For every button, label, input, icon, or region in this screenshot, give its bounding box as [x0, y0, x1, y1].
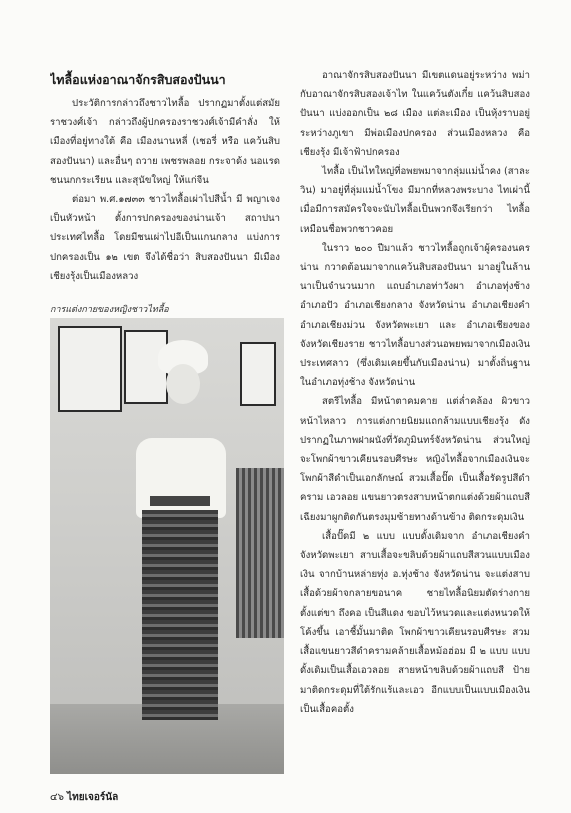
- left-column: [50, 94, 280, 286]
- page-footer: [50, 790, 118, 805]
- blouse: [136, 438, 226, 518]
- left-paragraph: ประวัติการกล่าวถึงชาวไทลื้อ ปรากฏมาตั้งแต่สมัยราชวงศ์เจ้า กล่าวถึงผู้ปกครองราชวงศ์เจ้ามีคำลั่ง ให้เมืองที่อยู่ทางใต้ คือ เมืองนานหลี่ (เชอรี่ หรือ แคว้นสิบสองปันนา) และอื่นๆ ถวาย เพชรพลอย กระจาด้ง นอแรด ชนนกกระเรียน และสุนัขใหญ่ ให้แก่จีน: [50, 98, 280, 186]
- page-number: ๔๖: [50, 792, 64, 803]
- striped-skirt: [142, 510, 218, 720]
- publication-logo: ไทยเจอร์นัล: [67, 792, 119, 803]
- mannequin-head: [166, 364, 200, 404]
- wall-poster: [240, 342, 276, 406]
- right-paragraph: ในราว ๒๐๐ ปีมาแล้ว ชาวไทลื้อถูกเจ้าผู้ครองนครน่าน กวาดต้อนมาจากแคว้นสิบสองปันนา มาอยู่ในล้านนาเป็นจำนวนมาก แถบอำเภอท่าวังผา อำเภอทุ่งช้าง อำเภอปัว อำเภอเชียงกลาง จังหวัดน่าน อำเภอเชียงคำ อำเภอเชียงม่วน จังหวัดพะเยา และ อำเภอเชียงของ จังหวัดเชียงราย ชาวไทลื้อบางส่วนอพยพมาจากเมืองเงิน ประเทศลาว (ซึ่งเดิมเคยขึ้นกับเมืองน่าน) มาตั้งถิ่นฐานในอำเภอทุ่งช้าง จังหวัดน่าน: [300, 242, 530, 389]
- right-paragraph: ไทลื้อ เป็นไทใหญ่ที่อพยพมาจากลุ่มแม่น้ำคง (สาละวิน) มาอยู่ที่ลุ่มแม่น้ำโขง มีมากที่หลวงพระบาง ไทเผ่านี้เมื่อมีการสมัครใจจะนับไทลื้อเป็นพวกจึงเรียกว่า ไทลื้อ เหมือนชื่อพวกชาวคอย: [300, 166, 530, 235]
- article-heading: ไทลื้อแห่งอาณาจักรสิบสองปันนา: [50, 72, 226, 87]
- costume-photo: [50, 318, 284, 774]
- left-paragraph: ต่อมา พ.ศ.๑๗๓๓ ชาวไทลื้อเผ่าไปสีน้ำ มี พญาเจง เป็นหัวหน้า ตั้งการปกครองของน่านเจ้า สถาปนาประเทศไทลื้อ โดยมีชนเผ่าไปอีเป็นแกนกลาง แบ่งการปกครองเป็น ๑๒ เขต จึงได้ชื่อว่า สิบสองปันนา มีเมืองเชียงรุ้งเป็นเมืองหลวง: [50, 194, 280, 282]
- right-paragraph: สตรีไทลื้อ มีหน้าตาคมคาย แต่ล่ำคล้อง ผิวขาว หน้าไหลาว การแต่งกายนิยมแถกล้ามแบบเชียงรุ้ง ดังปรากฏในภาพฝาผนังที่วัดภูมินทร์จังหวัดน่าน ส่วนใหญ่จะโพกผ้าขาวเคียนรอบศีรษะ หญิงไทลื้อจากเมืองเงินจะโพกผ้าสีดำเป็นเอกลักษณ์ สวมเสื้อปั๊ด เป็นเสื้อรัดรูปสีดำคราม เอวลอย แขนยาวตรงสาบหน้าตกแต่งด้วยผ้าแถบสี เฉียงมาผูกติดกันตรงมุมซ้ายทางด้านข้าง ติดกระดุมเงิน: [300, 396, 530, 523]
- waist-band: [150, 496, 210, 506]
- right-column: [300, 66, 530, 719]
- right-paragraph: อาณาจักรสิบสองปันนา มีเขตแดนอยู่ระหว่าง พม่ากับอาณาจักรสิบสองเจ้าไท ในแคว้นตังเกี๋ย แคว้นสิบสองปันนา แบ่งออกเป็น ๒๘ เมือง แต่ละเมือง เป็นหุ้งราบอยู่ระหว่างภูเขา มีพ่อเมืองปกครอง ส่วนเมืองหลวง คือ เชียงรุ้ง มีเจ้าฟ้าปกครอง: [300, 70, 530, 158]
- photo-caption: การแต่งกายของหญิงชาวไทลื้อ: [50, 305, 169, 315]
- hanging-textile: [236, 468, 284, 638]
- right-paragraph: เสื้อปั๊ดมี ๒ แบบ แบบดั้งเดิมจาก อำเภอเชียงคำ จังหวัดพะเยา สาบเสื้อจะขลิบด้วยผ้าแถบสีสวนแบบเมืองเงิน จากบ้านหล่ายทุ่ง อ.ทุ่งช้าง จังหวัดน่าน จะแต่งสาบเสื้อด้วยผ้าจกลายขอนาค ชายไทลื้อนิยมตัดร่างกายตั้งแต่ขา ถึงคอ เป็นสีแดง ขอบไว้หนวดและแต่งหนวดให้โค้งขึ้น เอาชี้มั้นมาติด โพกผ้าขาวเคียนรอบศีรษะ สวมเสื้อแขนยาวสีดำครามคล้ายเสื้อหม้อฮ่อม มี ๒ แบบ แบบดั้งเดิมเป็นเสื้อเอวลอย สายหน้าขลิบด้วยผ้าแถบสี ป้ายมาติดกระดุมที่ใต้รักแร้และเอว อีกแบบเป็นแบบเมืองเงิน เป็นเสื้อคอตั้ง: [300, 530, 530, 715]
- wall-poster: [58, 326, 122, 412]
